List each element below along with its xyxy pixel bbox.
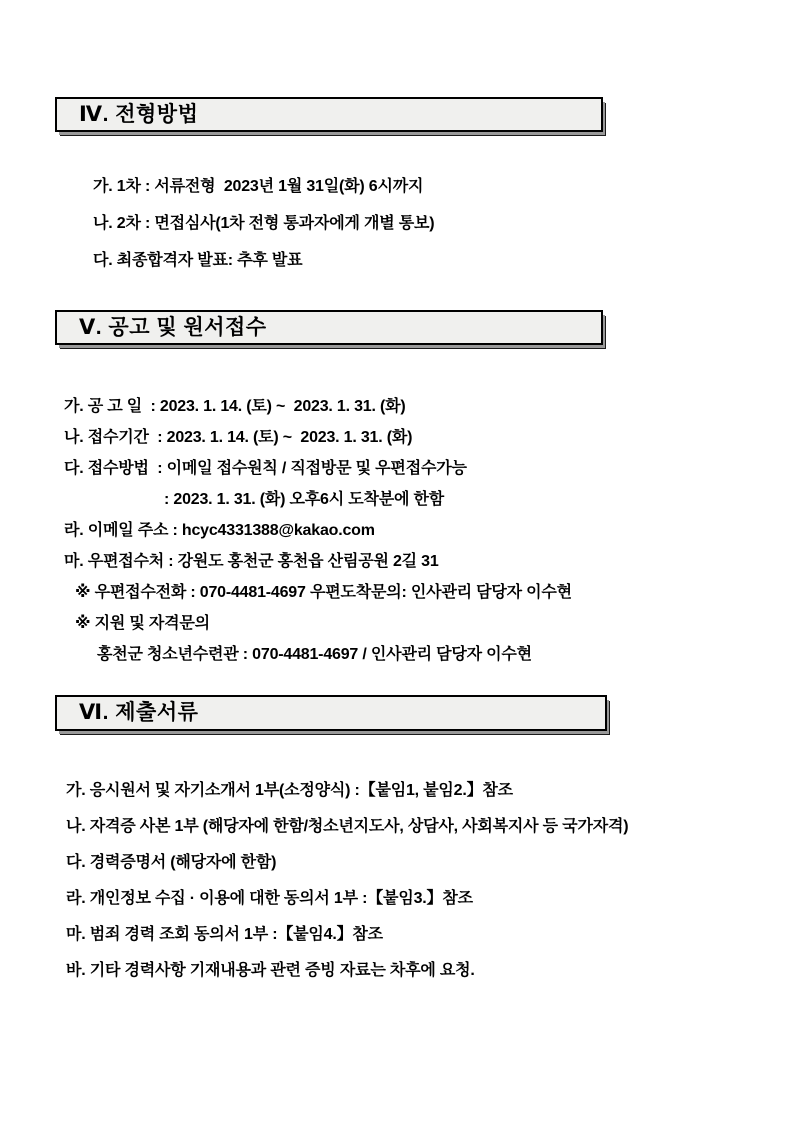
list-item-postal-address: 마. 우편접수처 : 강원도 홍천군 홍천읍 산림공원 2길 31 [64,553,439,570]
section-header-announcement-application [55,310,603,345]
section-header-required-documents [55,695,607,731]
list-item: 나. 접수기간 : 2023. 1. 14. (토) ~ 2023. 1. 31. (화) [64,429,413,446]
section-title: Ⅴ. 공고 및 원서접수 [79,316,267,339]
section-required-documents-list [66,780,628,996]
list-item: 라. 개인정보 수집 · 이용에 대한 동의서 1부 :【붙임3.】참조 [66,890,473,907]
list-item-continuation: : 2023. 1. 31. (화) 오후6시 도착분에 한함 [164,491,444,508]
list-item: 가. 1차 : 서류전형 2023년 1월 31일(화) 6시까지 [93,178,424,195]
note-item-inquiry: ※ 지원 및 자격문의 [75,615,210,632]
list-item: 바. 기타 경력사항 기재내용과 관련 증빙 자료는 차후에 요청. [66,962,475,979]
section-header-selection-method [55,97,603,132]
section-selection-method-list [93,176,434,287]
list-item: 다. 경력증명서 (해당자에 한함) [66,854,277,871]
list-item: 다. 접수방법 : 이메일 접수원칙 / 직접방문 및 우편접수가능 [64,460,467,477]
list-item: 가. 공 고 일 : 2023. 1. 14. (토) ~ 2023. 1. 31. (화) [64,398,406,415]
section-announcement-application-list [64,396,572,675]
list-item: 가. 응시원서 및 자기소개서 1부(소정양식) :【붙임1, 붙임2.】참조 [66,782,513,799]
note-item-phone: ※ 우편접수전화 : 070-4481-4697 우편도착문의: 인사관리 담당자 이수현 [75,584,572,601]
list-item: 다. 최종합격자 발표: 추후 발표 [93,252,303,269]
note-item-inquiry-detail: 홍천군 청소년수련관 : 070-4481-4697 / 인사관리 담당자 이수현 [97,646,532,663]
section-title: Ⅵ. 제출서류 [79,701,199,724]
list-item-email: 라. 이메일 주소 : hcyc4331388@kakao.com [64,522,375,539]
list-item: 나. 자격증 사본 1부 (해당자에 한함/청소년지도사, 상담사, 사회복지사 등 국가자격) [66,818,629,835]
list-item: 나. 2차 : 면접심사(1차 전형 통과자에게 개별 통보) [93,215,435,232]
section-title: Ⅳ. 전형방법 [79,103,199,126]
list-item: 마. 범죄 경력 조회 동의서 1부 :【붙임4.】참조 [66,926,383,943]
